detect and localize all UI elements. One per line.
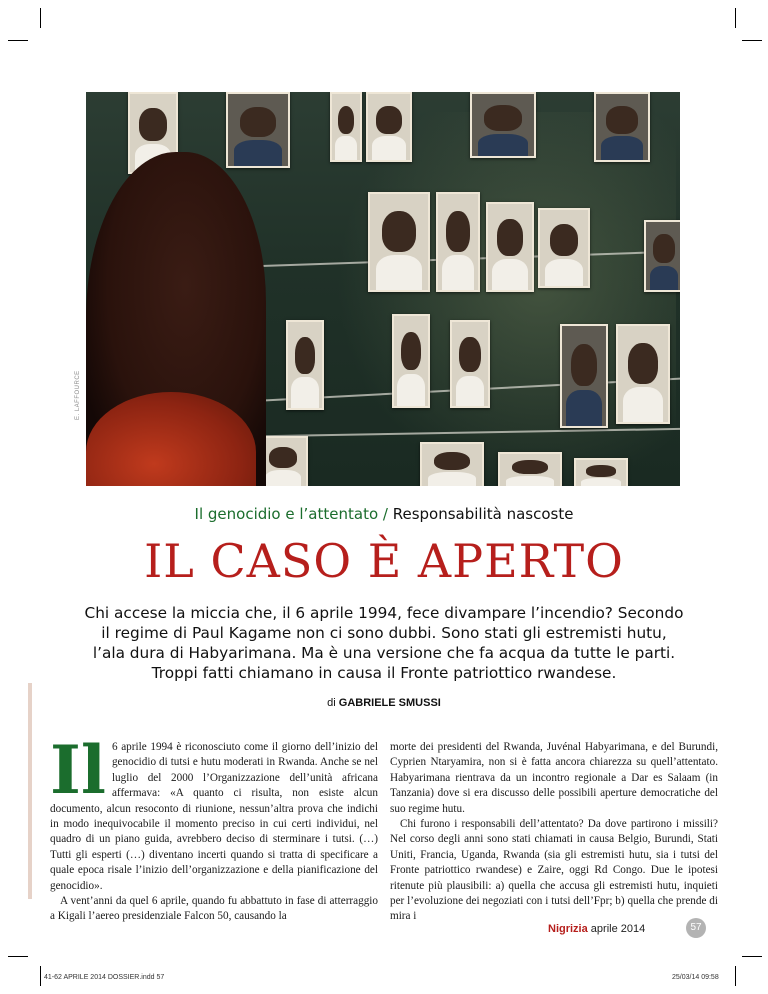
crop-mark (8, 40, 28, 41)
kicker-separator: / (378, 505, 393, 523)
portrait-card (560, 324, 608, 428)
crop-mark (735, 8, 736, 28)
body-column-right (390, 740, 718, 925)
drop-cap: Il (50, 731, 106, 809)
magazine-name: Nigrizia (548, 923, 588, 935)
portrait-card (366, 92, 412, 162)
crop-mark (40, 8, 41, 28)
portrait-card (644, 220, 680, 292)
page-footer (548, 923, 645, 935)
standfirst-line: l’ala dura di Habyarimana. Ma è una versione che fa acqua da tutte le parti. (92, 644, 676, 662)
print-slug-file: 41-62 APRILE 2014 DOSSIER.indd 57 (44, 974, 165, 981)
portrait-card (450, 320, 490, 408)
portrait-card (368, 192, 430, 292)
portrait-card (538, 208, 590, 288)
margin-bar (28, 683, 32, 899)
crop-mark (40, 966, 41, 986)
crop-mark (742, 40, 762, 41)
print-slug-timestamp: 25/03/14 09:58 (672, 974, 719, 981)
standfirst-line: il regime di Paul Kagame non ci sono dubbi. Sono stati gli estremisti hutu, (101, 624, 667, 642)
byline-author: GABRIELE SMUSSI (338, 697, 441, 709)
portrait-card (594, 92, 650, 162)
body-column-left (50, 731, 378, 925)
portrait-card (470, 92, 536, 158)
portrait-card (486, 202, 534, 292)
body-paragraph (50, 731, 378, 894)
portrait-card (226, 92, 290, 168)
portrait-card (286, 320, 324, 410)
kicker-subtopic: Responsabilità nascoste (392, 505, 574, 523)
portrait-card (616, 324, 670, 424)
standfirst-line: Chi accese la miccia che, il 6 aprile 1994, fece divampare l’incendio? Secondo (84, 604, 684, 622)
standfirst (70, 603, 698, 683)
byline (0, 697, 768, 709)
hero-photo (86, 92, 680, 486)
issue-date: aprile 2014 (587, 923, 646, 935)
crop-mark (8, 956, 28, 957)
portrait-card (392, 314, 430, 408)
body-paragraph: A vent’anni da quel 6 aprile, quando fu abbattuto in fase di atterraggio a Kigali l’aereo presidenziale Falcon 50, causando la (50, 895, 378, 923)
article-title: IL CASO È APERTO (144, 534, 624, 588)
photo-credit: E. LAFFOURCE (75, 370, 81, 420)
crop-mark (742, 956, 762, 957)
portrait-card (498, 452, 562, 486)
portrait-card (574, 458, 628, 486)
page-number: 57 (686, 918, 706, 938)
section-kicker (0, 505, 768, 523)
body-text: 6 aprile 1994 è riconosciuto come il giorno dell’inizio del genocidio di tutsi e hutu moderati in Rwanda. Anche se nel luglio del 2000 l’Organizzazione dell’unità africana affermava: «A quanto ci risulta, non esiste alcun documento, alcun resoconto di riunione, nessun’altra prova che indichi in modo inequivocabile il momento preciso in cui certi individui, nel quadro di un piano guida, avrebbero deciso di sterminare i tutsi. (…) Tutti gli esperti (…) diventano incerti quando si tratta di specificare a quale epoca risale l’inizio dell’organizzazione e della pianificazione del genocidio». (50, 741, 378, 892)
portrait-card (420, 442, 484, 486)
body-paragraph: Chi furono i responsabili dell’attentato? Da dove partirono i missili? Nel corso degli anni sono stati chiamati in causa Belgio, Burundi, Stati Uniti, Francia, Uganda, Rwanda (sia gli estremisti hutu, sia i tutsi del Fronte patriottico rwandese) e Zaire, oggi Rd Congo. Due le ipotesi ritenute più plausibili: a) quella che accusa gli estremisti hutu, inquieti per l’evoluzione dei negoziati con i tutsi dell’Fpr; b) quella che prende di mira i (390, 818, 718, 923)
body-paragraph: morte dei presidenti del Rwanda, Juvénal Habyarimana, e del Burundi, Cyprien Ntaryamira, non si è fatta ancora chiarezza su quell’attentato. Habyarimana rientrava da un incontro regionale a Dar es Salaam (in Tanzania) dove si era discusso delle possibili aperture democratiche del suo regime hutu. (390, 741, 718, 815)
portrait-card (436, 192, 480, 292)
kicker-topic: Il genocidio e l’attentato (194, 505, 379, 523)
standfirst-line: Troppi fatti chiamano in causa il Fronte patriottico rwandese. (151, 664, 617, 682)
portrait-card (330, 92, 362, 162)
crop-mark (735, 966, 736, 986)
byline-prefix: di (327, 697, 339, 709)
